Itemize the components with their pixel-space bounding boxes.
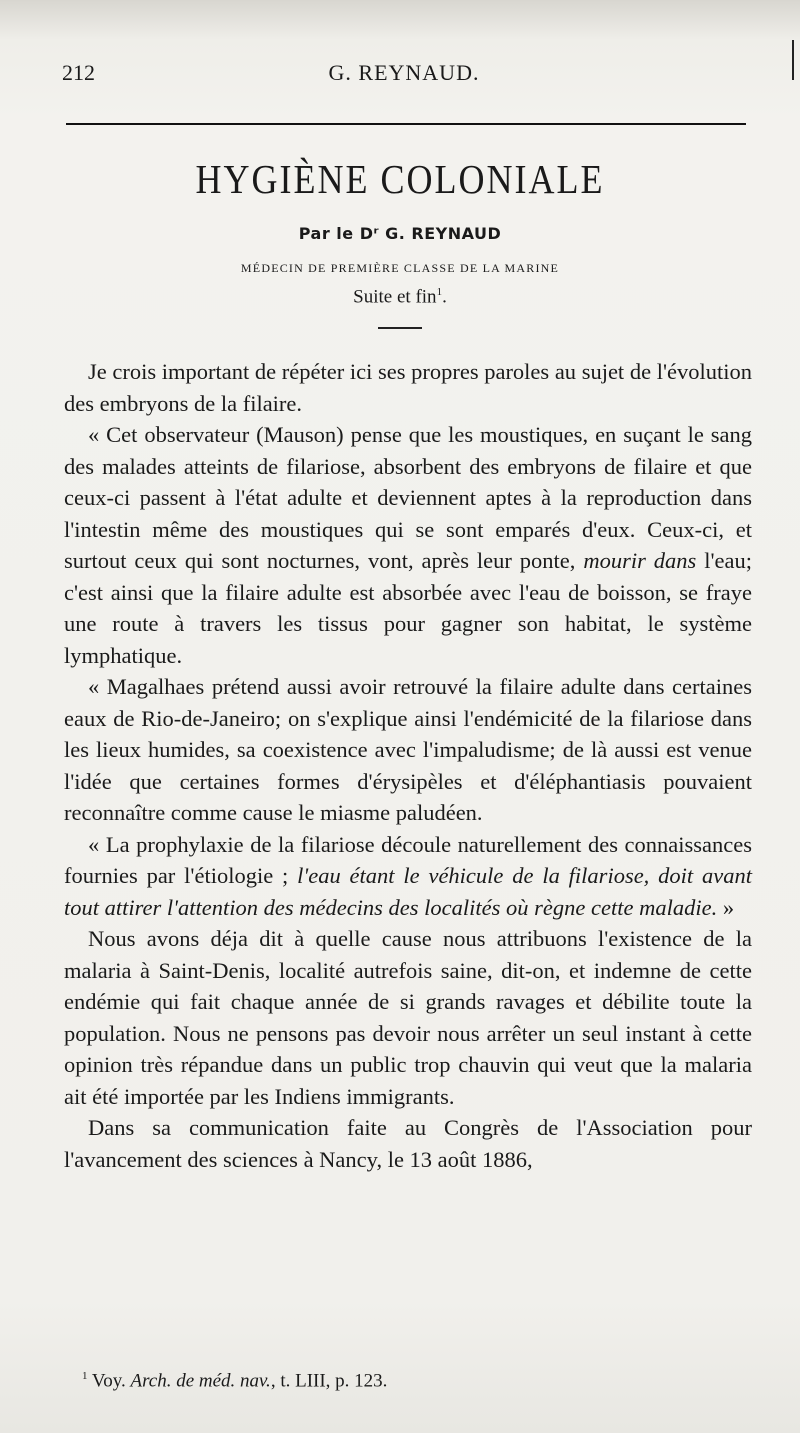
paragraph-text: « La prophylaxie de la filariose découle naturellement des connaissances fournies par l'étiologie ; [64,831,752,888]
article-byline: Par le Dʳ G. REYNAUD [298,224,502,243]
paragraph-italic-text: l'eau étant le véhicule de la filariose, doit avant tout attirer l'attention des médecins des localités où règne cette maladie. [64,863,752,920]
article-title: HYGIÈNE COLONIALE [195,156,605,202]
paragraph: « Magalhaes prétend aussi avoir retrouvé la filaire adulte dans certaines eaux de Rio-de-Janeiro; on s'explique ainsi l'endémicité de la filariose dans les lieux humides, sa coexistence avec l'impaludisme; de là aussi est venue l'idée que certaines formes d'érysipèles et d'éléphantiasis pouvaient reconnaître comme cause le miasme paludéen. [64,674,752,825]
article-body [64,356,752,1175]
paragraph-text: « Cet observateur (Mauson) pense que les moustiques, en suçant le sang des malades atteints de filariose, absorbent des embryons de filaire et que ceux-ci passent à l'état adulte et deviennent aptes à la reproduction dans l'intestin même des moustiques qui se sont emparés d'eux. Ceux-ci, et surtout ceux qui sont nocturnes, vont, après leur ponte, [64,422,752,573]
paragraph: Je crois important de répéter ici ses propres paroles au sujet de l'évolution des embryons de la filaire. [64,359,752,416]
footnote [82,1370,762,1392]
subtitle-text: Suite et fin [353,286,437,308]
paragraph-text: » [717,894,735,920]
paragraph-text: l'eau; c'est ainsi que la filaire adulte est absorbée avec l'eau de boisson, se fraye une route à travers les tissus pour gagner son habitat, le système lymphatique. [64,548,752,668]
running-title: G. REYNAUD. [328,60,480,85]
footnote-text: Voy. [91,1370,131,1392]
paragraph: Dans sa communication faite au Congrès de l'Association pour l'avancement des sciences à Nancy, le 13 août 1886, [64,1115,752,1172]
paragraph [64,419,752,671]
running-head [62,60,746,90]
footnote-text: , t. LIII, p. 123. [270,1370,388,1392]
article-subtitle: Suite et fin$^1$. [353,286,447,308]
author-affiliation: MÉDECIN DE PREMIÈRE CLASSE DE LA MARINE [240,261,560,275]
footnote-reference: 1 [436,286,443,298]
paragraph-italic-text: mourir dans [583,548,697,573]
page-edge-mark [792,40,794,80]
footnote-journal: Arch. de méd. nav. [130,1370,271,1392]
title-separator-rule [378,327,422,329]
page-number: 212 [62,60,95,85]
header-rule [66,123,746,125]
paragraph: Nous avons déja dit à quelle cause nous attribuons l'existence de la malaria à Saint-Denis, localité autrefois saine, dit-on, et indemne de cette endémie qui fait chaque année de si grands ravages et débilite toute la population. Nous ne pensons pas devoir nous arrêter un seul instant à cette opinion très répandue dans un public trop chauvin qui veut que la malaria ait été importée par les Indiens immigrants. [64,926,752,1109]
footnote-mark: 1 [82,1370,88,1382]
paragraph [64,829,752,924]
